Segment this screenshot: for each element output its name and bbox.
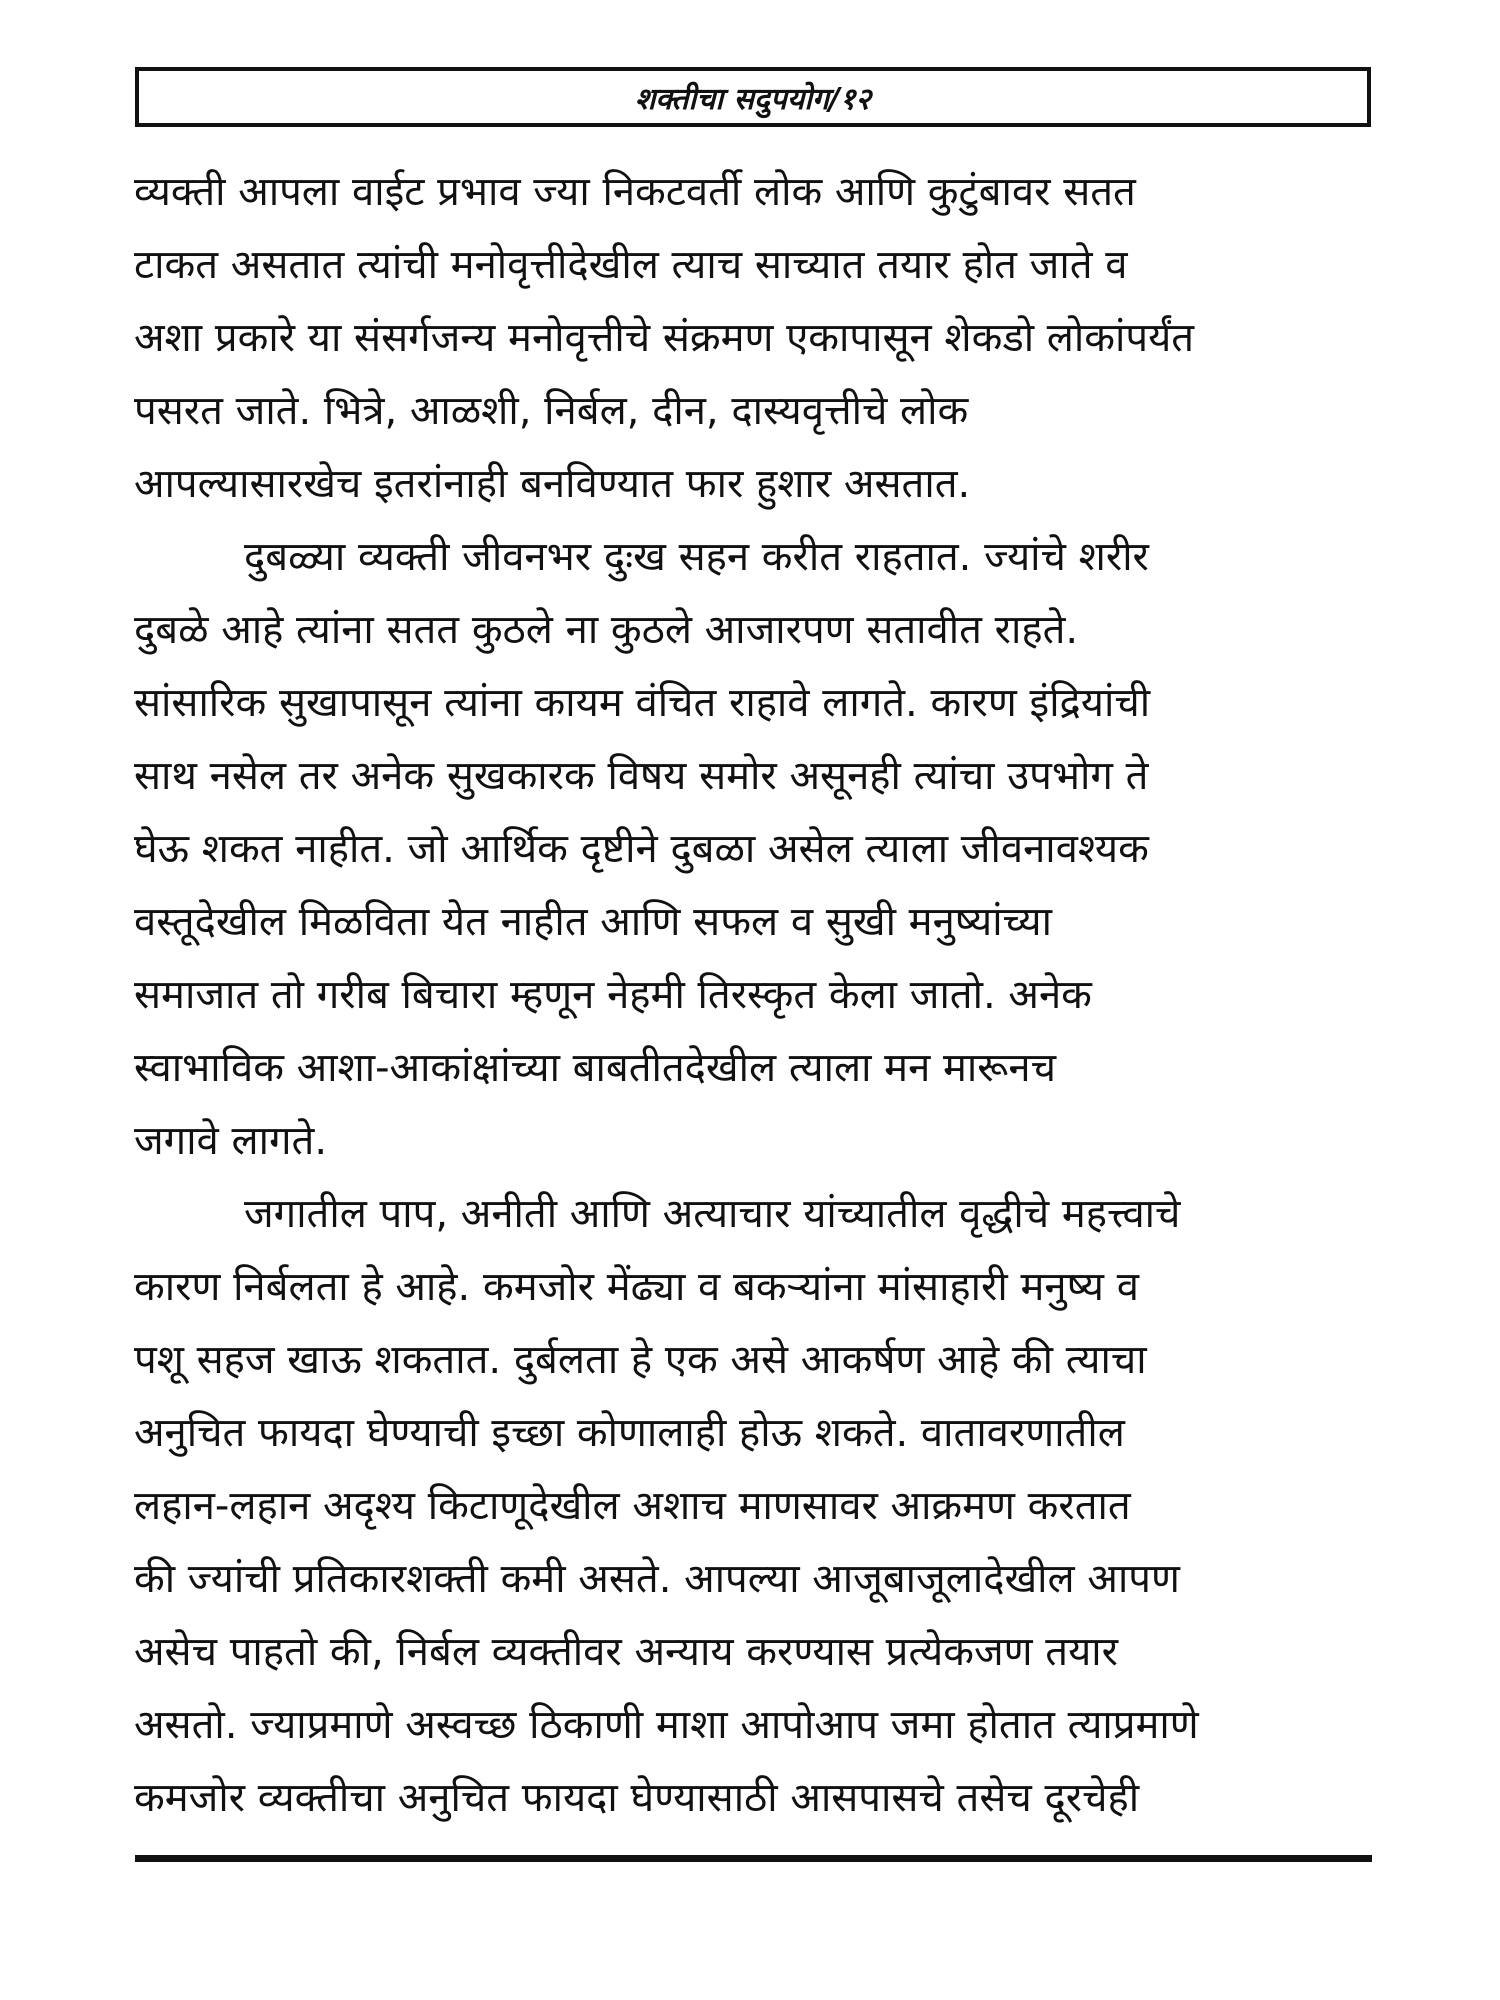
text-line: लहान-लहान अदृश्य किटाणूदेखील अशाच माणसावर आक्रमण करतात — [134, 1483, 1131, 1529]
text-line: अनुचित फायदा घेण्याची इच्छा कोणालाही होऊ शकते. वातावरणातील — [134, 1410, 1125, 1456]
header-title: शक्तीचा सदुपयोग/१२ — [634, 81, 872, 117]
text-line: सांसारिक सुखापासून त्यांना कायम वंचित राहावे लागते. कारण इंद्रियांची — [134, 680, 1151, 726]
text-line: दुबळे आहे त्यांना सतत कुठले ना कुठले आजारपण सतावीत राहते. — [134, 607, 1079, 653]
text-line: साथ नसेल तर अनेक सुखकारक विषय समोर असूनही त्यांचा उपभोग ते — [134, 753, 1149, 799]
text-line: कारण निर्बलता हे आहे. कमजोर मेंढ्या व बकऱ्यांना मांसाहारी मनुष्य व — [134, 1264, 1139, 1310]
running-header — [135, 67, 1371, 127]
text-line: वस्तूदेखील मिळविता येत नाहीत आणि सफल व सुखी मनुष्यांच्या — [134, 899, 1052, 945]
text-line: पशू सहज खाऊ शकतात. दुर्बलता हे एक असे आकर्षण आहे की त्याचा — [134, 1337, 1147, 1383]
text-line: घेऊ शकत नाहीत. जो आर्थिक दृष्टीने दुबळा असेल त्याला जीवनावश्यक — [134, 826, 1149, 872]
text-line: आपल्यासारखेच इतरांनाही बनविण्यात फार हुशार असतात. — [134, 461, 971, 507]
text-line: दुबळ्या व्यक्ती जीवनभर दुःख सहन करीत राहतात. ज्यांचे शरीर — [244, 534, 1149, 580]
text-line: जगावे लागते. — [134, 1118, 328, 1164]
text-line: टाकत असतात त्यांची मनोवृत्तीदेखील त्याच साच्यात तयार होत जाते व — [134, 242, 1128, 288]
text-line: स्वाभाविक आशा-आकांक्षांच्या बाबतीतदेखील त्याला मन मारूनच — [134, 1045, 1056, 1091]
text-line: की ज्यांची प्रतिकारशक्ती कमी असते. आपल्या आजूबाजूलादेखील आपण — [134, 1556, 1180, 1602]
text-line: पसरत जाते. भित्रे, आळशी, निर्बल, दीन, दास्यवृत्तीचे लोक — [134, 388, 969, 434]
text-line: असेच पाहतो की, निर्बल व्यक्तीवर अन्याय करण्यास प्रत्येकजण तयार — [134, 1629, 1118, 1675]
text-line: व्यक्ती आपला वाईट प्रभाव ज्या निकटवर्ती लोक आणि कुटुंबावर सतत — [134, 169, 1136, 215]
text-line: जगातील पाप, अनीती आणि अत्याचार यांच्यातील वृद्धीचे महत्त्वाचे — [244, 1191, 1181, 1237]
footer-rule — [135, 1855, 1372, 1862]
text-line: अशा प्रकारे या संसर्गजन्य मनोवृत्तीचे संक्रमण एकापासून शेकडो लोकांपर्यंत — [134, 315, 1195, 361]
text-line: असतो. ज्याप्रमाणे अस्वच्छ ठिकाणी माशा आपोआप जमा होतात त्याप्रमाणे — [134, 1702, 1199, 1748]
text-line: कमजोर व्यक्तीचा अनुचित फायदा घेण्यासाठी आसपासचे तसेच दूरचेही — [134, 1775, 1140, 1821]
text-line: समाजात तो गरीब बिचारा म्हणून नेहमी तिरस्कृत केला जातो. अनेक — [134, 972, 1092, 1018]
